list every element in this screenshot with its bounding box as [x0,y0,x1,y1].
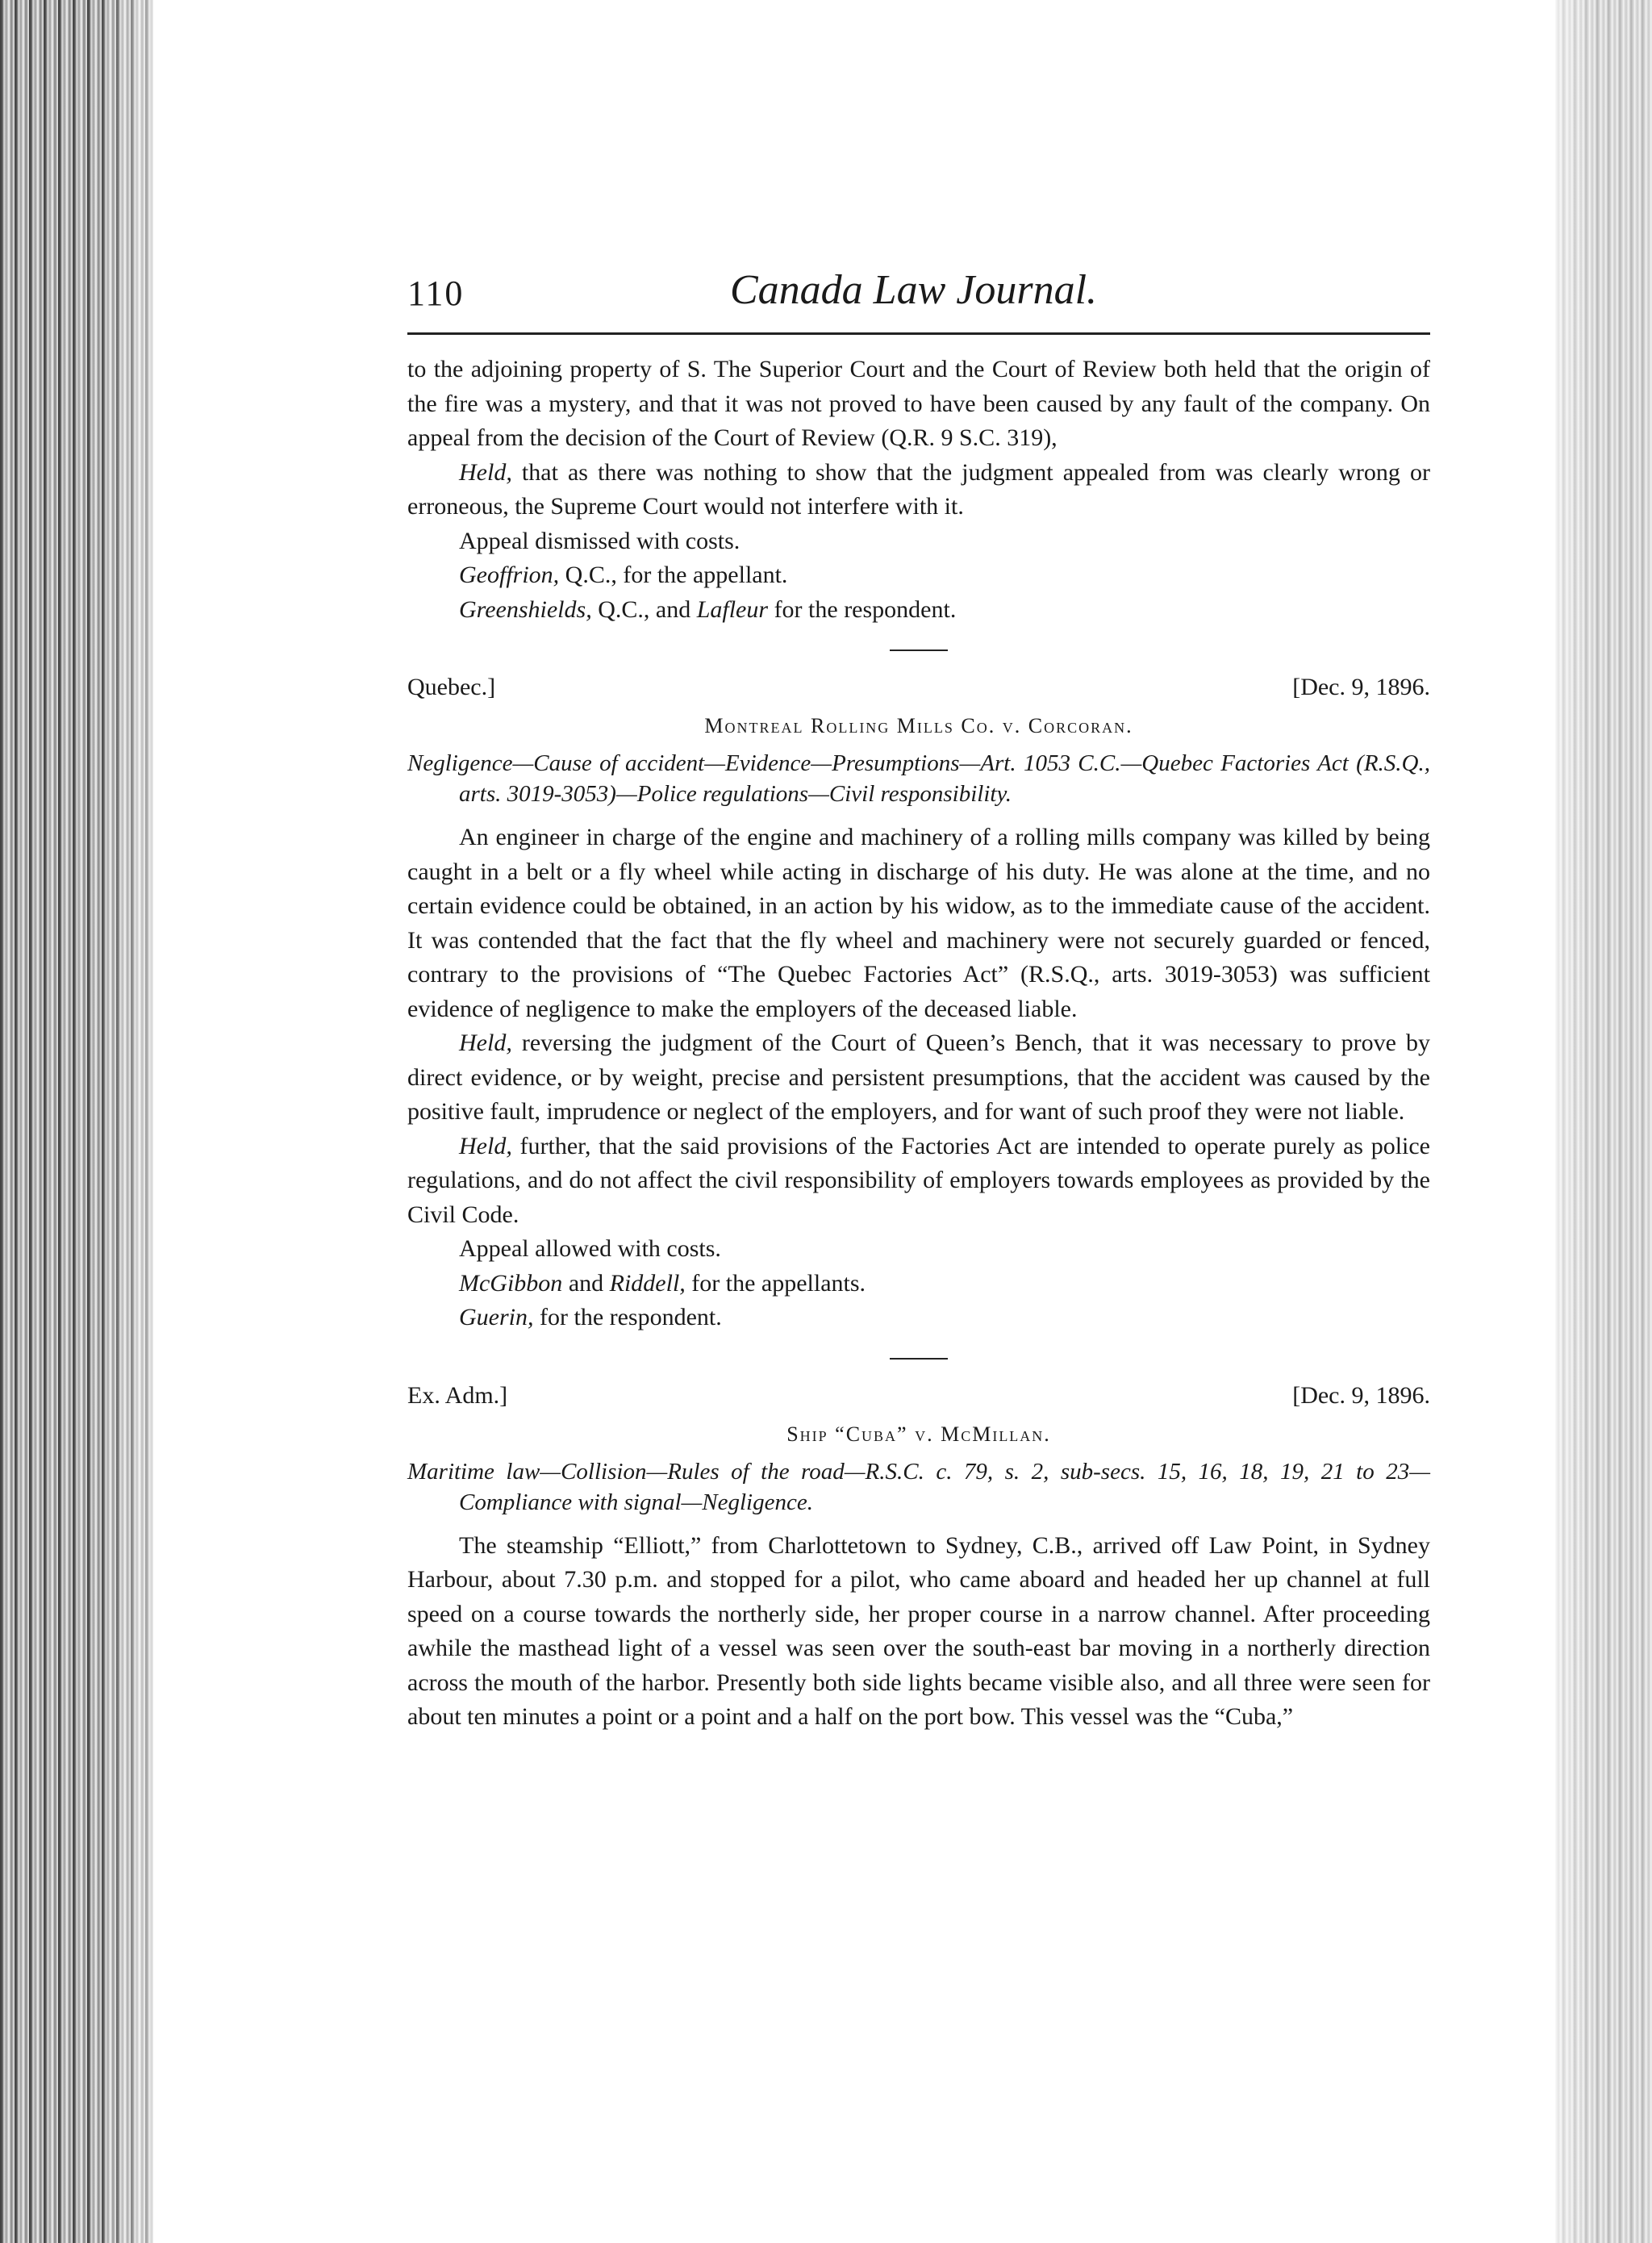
held-label: Held, [459,458,512,486]
case-1-counsel-appellant [407,558,1430,593]
counsel-name: Guerin, [459,1304,534,1330]
counsel-name: Riddell, [609,1269,686,1297]
counsel-text: Q.C., for the appellant. [559,562,788,588]
case-3-court-row [407,1382,1430,1418]
counsel-name: Geoffrion, [459,562,560,588]
section-divider [890,1358,948,1360]
page-number: 110 [407,274,465,313]
counsel-name: Lafleur [696,595,769,623]
decision-date: [Dec. 9, 1896. [1292,1381,1430,1409]
case-1-disposition: Appeal dismissed with costs. [459,527,740,554]
case-2-held-2 [407,1130,1430,1233]
case-2-headnote: Negligence—Cause of accident—Evidence—Presumptions—Art. 1053 C.C.—Quebec Factories Act (R.S.Q., arts. 3019-3053)—Police regulations—Civil responsibility. [407,750,1430,807]
running-title: Canada Law Journal. [730,267,1098,313]
case-2 [407,674,1430,1335]
case-3-headnote: Maritime law—Collision—Rules of the road—R.S.C. c. 79, s. 2, sub-secs. 15, 16, 18, 19, 21 to 23—Compliance with signal—Negligence. [407,1458,1430,1515]
case-3-facts: The steamship “Elliott,” from Charlottetown to Sydney, C.B., arrived off Law Point, in Sydney Harbour, about 7.30 p.m. and stopped for a pilot, who came aboard and headed her up channel at full speed on a course towards the northerly side, her proper course in a narrow channel. After proceeding awhile the masthead light of a vessel was seen over the south-east bar moving in a northerly direction across the mouth of the harbor. Presently both side lights became visible also, and all three were seen for about ten minutes a point or a point and a half on the port bow. This vessel was the “Cuba,” [407,1531,1430,1730]
case-2-held-1 [407,1026,1430,1130]
counsel-text: for the appellants. [685,1269,866,1297]
counsel-text: and [562,1269,610,1297]
held-text: reversing the judgment of the Court of Queen’s Bench, that it was necessary to prove by direct evidence, or by weight, precise and persistent presumptions, that the accident was caused by the positive fault, imprudence or neglect of the employers, and for want of such proof they were not liable. [407,1030,1430,1125]
decision-date: [Dec. 9, 1896. [1292,674,1430,700]
held-label: Held, [459,1030,512,1056]
scan-edge-left-fade [97,0,194,2243]
held-text: further, that the said provisions of the Factories Act are intended to operate purely as police regulations, and do not affect the civil responsibility of employers towards employees as provided by the Civil Code. [407,1132,1430,1228]
case-2-court-row [407,674,1430,709]
counsel-name: McGibbon [459,1269,563,1297]
counsel-text: Q.C., and [591,595,697,623]
case-1-opening: to the adjoining property of S. The Superior Court and the Court of Review both held that the origin of the fire was a mystery, and that it was not proved to have been caused by any fault of the company. On appeal from the decision of the Court of Review (Q.R. 9 S.C. 319), [407,356,1430,451]
case-1 [407,353,1430,627]
counsel-text: for the respondent. [768,595,957,623]
case-2-disposition: Appeal allowed with costs. [459,1235,721,1262]
case-1-held [407,456,1430,524]
case-3-title: Ship “Cuba” v. McMillan. [786,1422,1051,1446]
scan-edge-right-fade [1523,0,1596,2243]
case-3 [407,1382,1430,1735]
case-2-title: Montreal Rolling Mills Co. v. Corcoran. [704,714,1133,737]
case-2-facts: An engineer in charge of the engine and machinery of a rolling mills company was killed by being caught in a belt or a fly wheel while acting in discharge of his duty. He was alone at the time, and no certain evidence could be obtained, in an action by his widow, as to the immediate cause of the accident. It was contended that the fact that the fly wheel and machinery were not securely guarded or fenced, contrary to the provisions of “The Quebec Factories Act” (R.S.Q., arts. 3019-3053) was sufficient evidence of negligence to make the employers of the deceased liable. [407,824,1430,1022]
held-text: that as there was nothing to show that the judgment appealed from was clearly wrong or erroneous, the Supreme Court would not interfere with it. [407,458,1430,520]
held-label: Held, [459,1132,512,1159]
page-body [407,266,1430,1735]
case-1-counsel-respondent [407,593,1430,628]
section-divider [890,650,948,651]
court-name: Ex. Adm.] [407,1381,508,1409]
page-header [407,266,1430,335]
case-2-counsel-respondent [407,1301,1430,1335]
case-2-counsel-appellants [407,1267,1430,1301]
court-name: Quebec.] [407,674,496,700]
counsel-name: Greenshields, [459,595,592,623]
counsel-text: for the respondent. [533,1304,722,1330]
